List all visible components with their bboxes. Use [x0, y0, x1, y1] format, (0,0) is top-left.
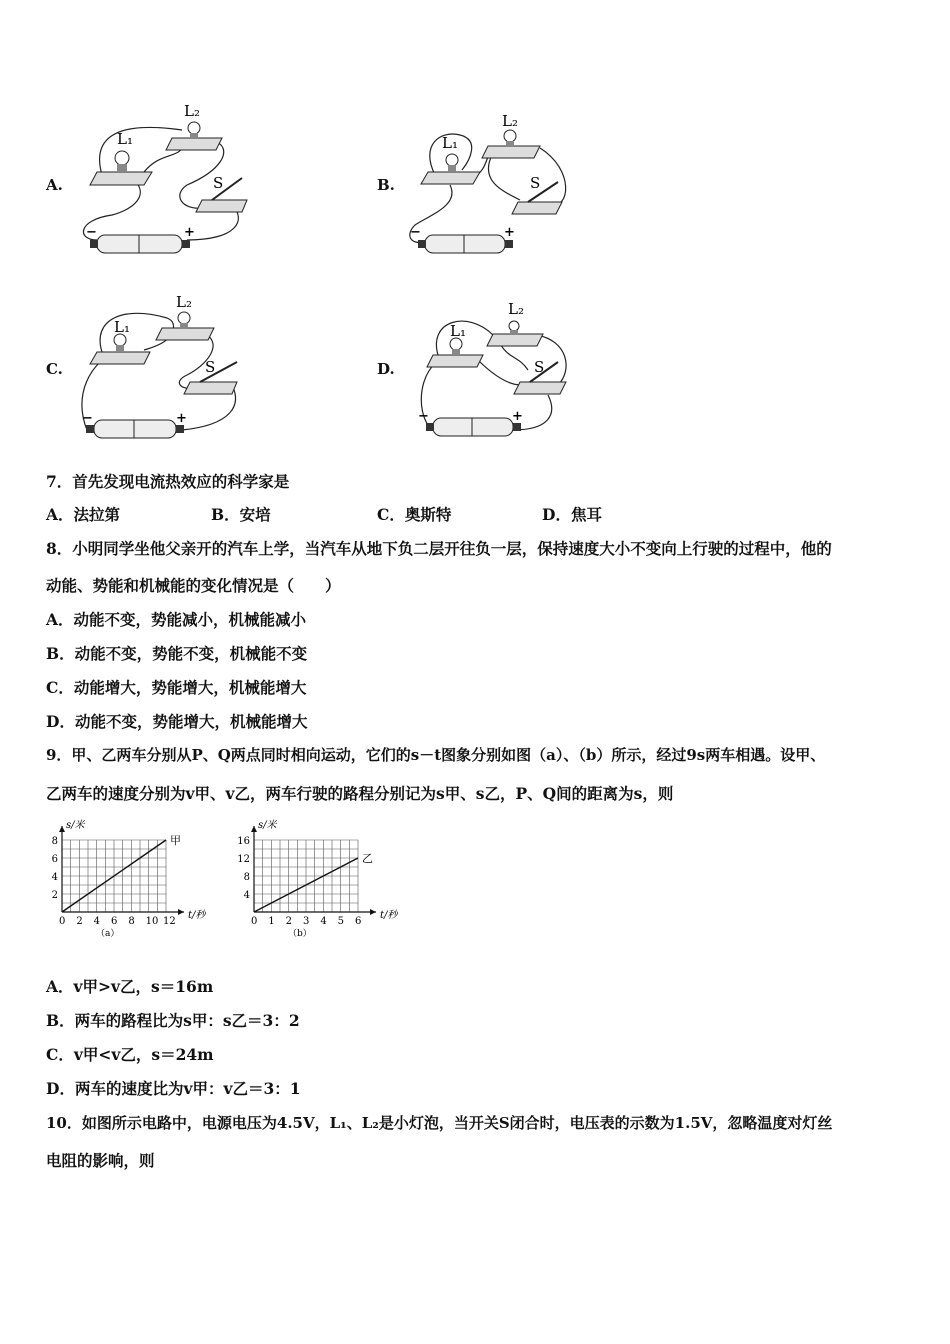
series-name: 乙 [362, 852, 373, 865]
s-label: S [205, 358, 216, 376]
q9-option-b[interactable]: B．两车的路程比为s甲：s乙＝3：2 [46, 1011, 300, 1030]
y-tick-label: 8 [243, 872, 250, 883]
q10-stem-line2: 电阻的影响，则 [46, 1151, 155, 1170]
q7-option-d[interactable]: D．焦耳 [542, 505, 602, 524]
q9-option-d[interactable]: D．两车的速度比为v甲：v乙＝3：1 [46, 1079, 301, 1098]
y-tick-label: 6 [51, 854, 58, 865]
x-tick-label: 1 [268, 916, 275, 927]
option-b-label[interactable]: B. [377, 176, 395, 194]
circuit-a-diagram [72, 100, 262, 265]
y-tick-label: 16 [237, 836, 250, 847]
x-tick-label: 0 [59, 916, 66, 927]
x-tick-label: 8 [128, 916, 135, 927]
x-tick-label: 6 [355, 916, 362, 927]
l2-label: L₂ [184, 102, 200, 120]
y-tick-label: 8 [51, 836, 58, 847]
l2-label: L₂ [176, 293, 192, 311]
x-axis-arrow [178, 909, 184, 915]
graph-caption: （b） [288, 929, 312, 939]
x-tick-label: 0 [251, 916, 258, 927]
x-tick-label: 4 [93, 916, 101, 927]
circuit-d-diagram [408, 300, 588, 445]
y-axis-arrow [251, 826, 257, 832]
s-label: S [213, 174, 224, 192]
y-axis-label: s/米 [66, 820, 85, 831]
option-d-label[interactable]: D. [377, 360, 395, 378]
q9-stem-line1: 9．甲、乙两车分别从P、Q两点同时相向运动，它们的s－t图象分别如图（a）、（b）所示，经过9s两车相遇。设甲、 [46, 746, 826, 764]
circuit-b-diagram [400, 110, 590, 265]
series-name: 甲 [170, 834, 181, 847]
x-tick-label: 3 [303, 916, 310, 927]
graph-caption: （a） [96, 929, 120, 939]
q8-option-a[interactable]: A．动能不变，势能减小，机械能减小 [46, 610, 307, 629]
graph-b [236, 812, 416, 940]
x-tick-label: 6 [111, 916, 118, 927]
q8-option-c[interactable]: C．动能增大，势能增大，机械能增大 [46, 678, 307, 697]
x-axis-arrow [370, 909, 376, 915]
q7-option-c[interactable]: C．奥斯特 [377, 505, 452, 524]
s-label: S [530, 174, 541, 192]
q7-option-a[interactable]: A．法拉第 [46, 505, 121, 524]
q8-stem-line1: 8．小明同学坐他父亲开的汽车上学，当汽车从地下负二层开往负一层，保持速度大小不变向上行驶的过程中，他的 [46, 539, 832, 558]
q7-option-b[interactable]: B．安培 [211, 505, 271, 524]
battery-positive: + [512, 409, 523, 424]
l1-label: L₁ [117, 130, 133, 148]
y-axis-arrow [59, 826, 65, 832]
battery-positive: + [504, 225, 515, 240]
q8-stem-line2: 动能、势能和机械能的变化情况是（ ） [46, 576, 341, 595]
l1-label: L₁ [450, 322, 466, 340]
l1-label: L₁ [442, 134, 458, 152]
option-a-label[interactable]: A. [46, 176, 63, 194]
q9-stem-line2: 乙两车的速度分别为v甲、v乙，两车行驶的路程分别记为s甲、s乙，P、Q间的距离为s，则 [46, 784, 674, 803]
x-tick-label: 2 [285, 916, 293, 927]
option-c-label[interactable]: C. [46, 360, 63, 378]
battery-negative: − [86, 225, 97, 240]
q7-stem: 7．首先发现电流热效应的科学家是 [46, 472, 290, 491]
circuit-c-diagram [72, 290, 262, 450]
x-axis-label: t/秒 [188, 910, 206, 921]
battery-negative: − [82, 411, 93, 426]
q8-option-b[interactable]: B．动能不变，势能不变，机械能不变 [46, 644, 308, 663]
q8-option-d[interactable]: D．动能不变，势能增大，机械能增大 [46, 712, 308, 731]
x-tick-label: 4 [320, 916, 327, 927]
graph-a [44, 812, 224, 940]
battery-positive: + [176, 411, 187, 426]
l1-label: L₁ [114, 318, 130, 336]
y-tick-label: 4 [243, 890, 250, 901]
battery-negative: − [410, 225, 421, 240]
x-tick-label: 2 [76, 916, 83, 927]
l2-label: L₂ [502, 112, 518, 130]
x-axis-label: t/秒 [380, 910, 398, 921]
q9-option-c[interactable]: C．v甲<v乙，s＝24m [46, 1045, 214, 1064]
x-tick-label: 12 [163, 916, 176, 927]
y-axis-label: s/米 [258, 820, 277, 831]
y-tick-label: 12 [237, 854, 250, 865]
x-tick-label: 5 [337, 916, 345, 927]
battery-negative: − [418, 409, 429, 424]
x-tick-label: 10 [145, 916, 159, 927]
l2-label: L₂ [508, 300, 524, 318]
q9-option-a[interactable]: A．v甲>v乙，s＝16m [46, 977, 214, 996]
y-tick-label: 2 [51, 890, 58, 901]
y-tick-label: 4 [51, 872, 58, 883]
battery-positive: + [184, 225, 195, 240]
s-label: S [534, 358, 545, 376]
q10-stem-line1: 10．如图所示电路中，电源电压为4.5V，L₁、L₂是小灯泡，当开关S闭合时，电压表的示数为1.5V，忽略温度对灯丝 [46, 1114, 833, 1132]
